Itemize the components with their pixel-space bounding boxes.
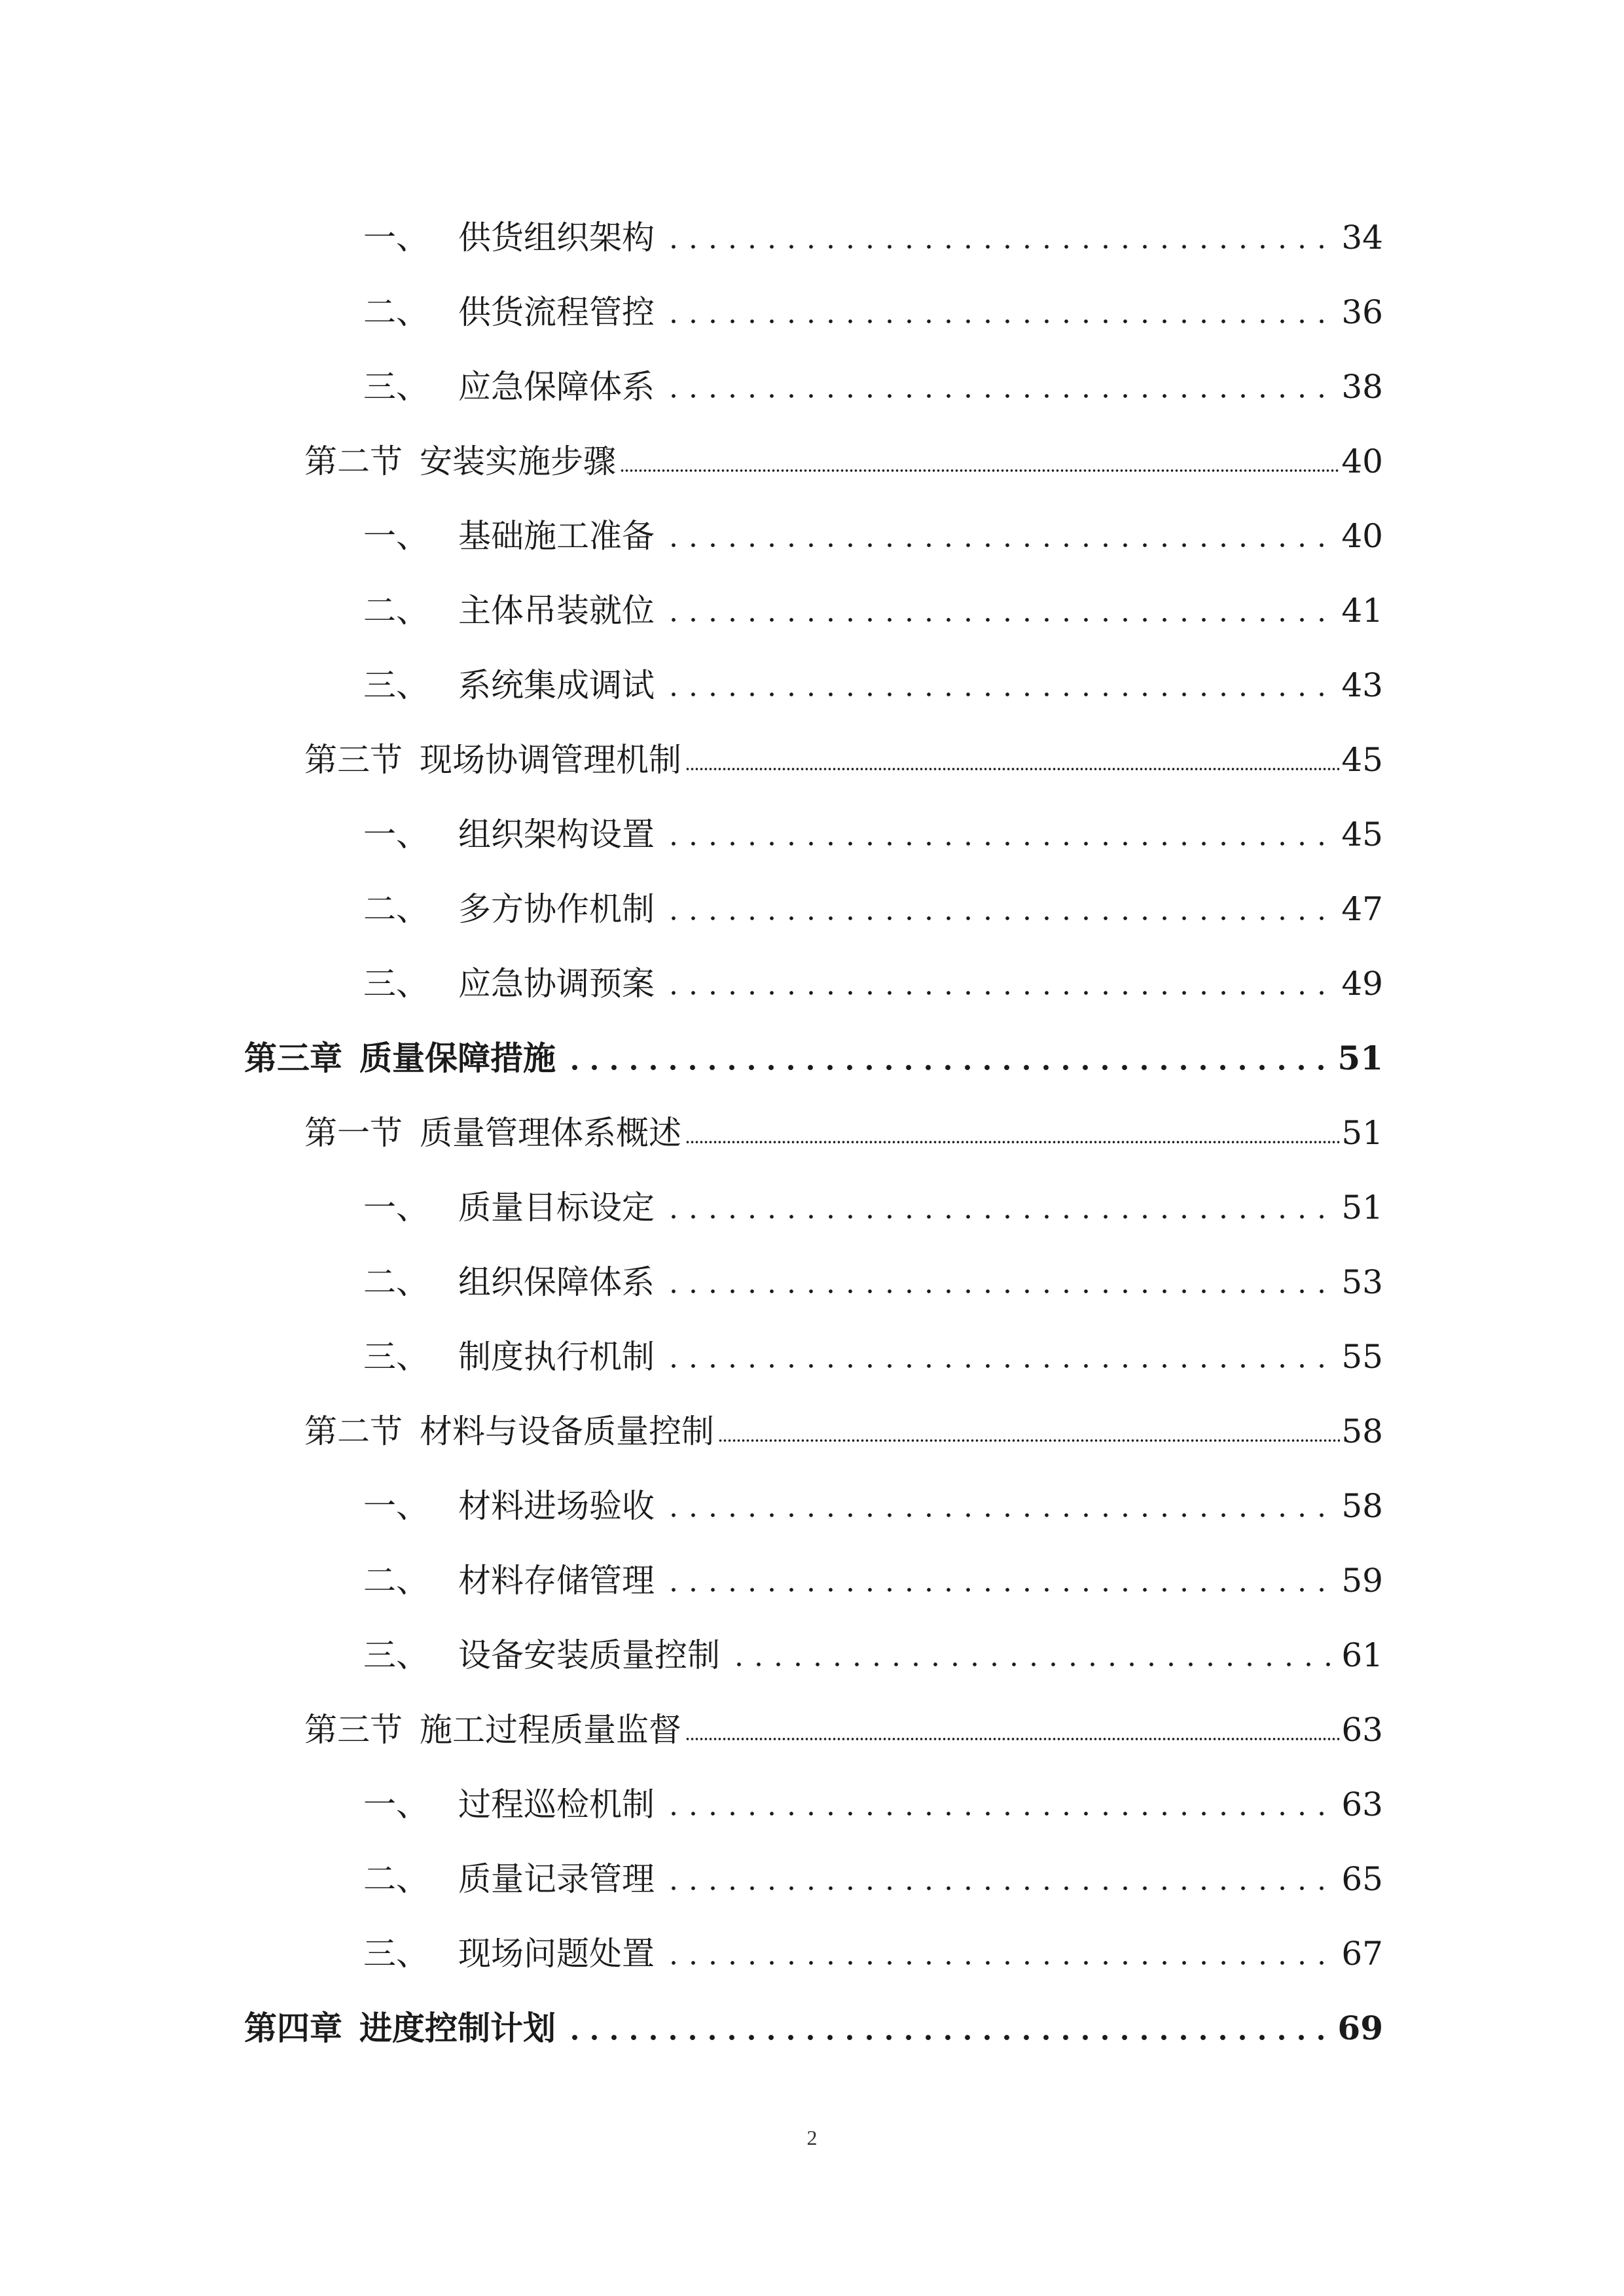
toc-entry-page: 58	[1341, 1487, 1383, 1525]
dot-leader	[664, 1363, 1333, 1369]
toc-entry-number: 二、	[363, 293, 429, 331]
toc-entry-number: 第三章	[244, 1039, 342, 1077]
toc-entry-page: 51	[1337, 1039, 1383, 1077]
dot-leader	[729, 1661, 1333, 1668]
toc-entry-title: 主体吊装就位	[458, 592, 655, 630]
dot-leader	[664, 691, 1333, 698]
toc-entry-number: 一、	[363, 816, 429, 853]
toc-entry-page: 65	[1341, 1860, 1383, 1898]
toc-entry-number: 三、	[363, 965, 429, 1003]
dot-leader	[664, 617, 1333, 623]
dot-leader	[664, 1587, 1333, 1593]
toc-entry-title: 设备安装质量控制	[458, 1636, 720, 1674]
toc-entry-number: 三、	[363, 1636, 429, 1674]
toc-entry[interactable]	[304, 412, 1383, 478]
toc-entry-number: 第三节	[304, 741, 403, 779]
dot-leader	[664, 1288, 1333, 1295]
toc-entry-number: 二、	[363, 1562, 429, 1600]
toc-entry-number: 第四章	[244, 2009, 342, 2047]
toc-entry-title: 质量保障措施	[359, 1039, 556, 1077]
toc-entry[interactable]	[363, 188, 1383, 257]
toc-entry[interactable]	[363, 1830, 1383, 1898]
dot-leader	[664, 1960, 1333, 1966]
toc-entry-title: 组织架构设置	[458, 816, 655, 853]
toc-entry[interactable]	[363, 562, 1383, 630]
toc-entry[interactable]	[304, 1084, 1383, 1152]
dot-leader	[565, 1064, 1329, 1071]
toc-entry-title: 基础施工准备	[458, 517, 655, 555]
dot-leader	[664, 542, 1333, 548]
toc-entry[interactable]	[304, 1382, 1383, 1448]
toc-entry-title: 材料存储管理	[458, 1562, 655, 1600]
toc-entry[interactable]	[363, 1755, 1383, 1821]
dot-leader	[685, 1139, 1340, 1145]
toc-entry-number: 三、	[363, 666, 429, 704]
dot-leader	[664, 1810, 1333, 1817]
toc-entry-page: 45	[1341, 741, 1383, 779]
toc-entry[interactable]	[363, 1233, 1383, 1299]
toc-entry-page: 63	[1341, 1785, 1383, 1823]
toc-entry[interactable]	[363, 263, 1383, 329]
toc-entry-number: 一、	[363, 1785, 429, 1823]
toc-entry-number: 第二节	[304, 442, 403, 480]
toc-entry-page: 49	[1341, 965, 1383, 1003]
dot-leader	[664, 990, 1333, 996]
toc-entry-title: 材料与设备质量控制	[420, 1412, 714, 1450]
toc-entry-number: 二、	[363, 592, 429, 630]
toc-entry-page: 59	[1341, 1562, 1383, 1600]
toc-entry-number: 一、	[363, 517, 429, 555]
dot-leader	[685, 766, 1340, 772]
toc-entry[interactable]	[363, 636, 1383, 702]
toc-entry[interactable]	[363, 1905, 1383, 1973]
toc-entry-page: 61	[1341, 1636, 1383, 1674]
toc-entry[interactable]	[304, 1681, 1383, 1749]
toc-entry-page: 67	[1341, 1935, 1383, 1973]
toc-entry[interactable]	[363, 1457, 1383, 1525]
toc-entry-number: 二、	[363, 1263, 429, 1301]
toc-entry[interactable]	[244, 1979, 1383, 2045]
dot-leader	[685, 1736, 1340, 1742]
toc-entry[interactable]	[363, 1606, 1383, 1672]
toc-entry-title: 系统集成调试	[458, 666, 655, 704]
toc-entry-title: 供货流程管控	[458, 293, 655, 331]
toc-entry-number: 第二节	[304, 1412, 403, 1450]
toc-entry-page: 55	[1341, 1338, 1383, 1376]
dot-leader	[664, 840, 1333, 847]
dot-leader	[718, 1437, 1340, 1444]
toc-entry-title: 应急保障体系	[458, 368, 655, 406]
toc-entry-page: 36	[1341, 293, 1383, 331]
toc-entry-title: 质量目标设定	[458, 1189, 655, 1227]
toc-entry[interactable]	[363, 935, 1383, 1003]
toc-entry-page: 43	[1341, 666, 1383, 704]
toc-entry-page: 34	[1341, 219, 1383, 257]
toc-entry-number: 一、	[363, 1189, 429, 1227]
toc-entry-number: 二、	[363, 1860, 429, 1898]
toc-entry-number: 第三节	[304, 1711, 403, 1749]
toc-entry-number: 三、	[363, 1338, 429, 1376]
toc-entry-page: 40	[1341, 442, 1383, 480]
toc-entry-number: 一、	[363, 1487, 429, 1525]
dot-leader	[664, 243, 1333, 250]
toc-entry-page: 53	[1341, 1263, 1383, 1301]
toc-entry-title: 多方协作机制	[458, 890, 655, 928]
toc-entry[interactable]	[363, 860, 1383, 928]
toc-entry-page: 51	[1341, 1189, 1383, 1227]
toc-entry-title: 质量管理体系概述	[420, 1114, 681, 1152]
toc-entry[interactable]	[363, 1158, 1383, 1227]
toc-entry[interactable]	[244, 1009, 1383, 1075]
toc-entry[interactable]	[363, 487, 1383, 555]
toc-entry-number: 一、	[363, 219, 429, 257]
toc-entry-page: 38	[1341, 368, 1383, 406]
toc-entry-number: 二、	[363, 890, 429, 928]
toc-entry-title: 现场问题处置	[458, 1935, 655, 1973]
toc-entry-page: 41	[1341, 592, 1383, 630]
toc-entry-page: 63	[1341, 1711, 1383, 1749]
toc-entry-title: 现场协调管理机制	[420, 741, 681, 779]
dot-leader	[664, 1213, 1333, 1220]
toc-entry-title: 应急协调预案	[458, 965, 655, 1003]
dot-leader	[664, 393, 1333, 399]
toc-entry-title: 质量记录管理	[458, 1860, 655, 1898]
toc-entry-page: 40	[1341, 517, 1383, 555]
toc-entry[interactable]	[363, 338, 1383, 406]
toc-entry-title: 进度控制计划	[359, 2009, 556, 2047]
toc-entry-title: 施工过程质量监督	[420, 1711, 681, 1749]
toc-entry-number: 三、	[363, 368, 429, 406]
toc-entry-number: 第一节	[304, 1114, 403, 1152]
dot-leader	[620, 467, 1340, 474]
toc-entry-page: 51	[1341, 1114, 1383, 1152]
toc-entry-title: 组织保障体系	[458, 1263, 655, 1301]
dot-leader	[565, 2034, 1329, 2041]
toc-entry-page: 69	[1337, 2009, 1383, 2047]
toc-entry[interactable]	[363, 1308, 1383, 1376]
toc-entry-number: 三、	[363, 1935, 429, 1973]
dot-leader	[664, 1885, 1333, 1892]
page-number: 2	[806, 2126, 818, 2149]
toc-entry[interactable]	[363, 785, 1383, 851]
toc-entry-page: 47	[1341, 890, 1383, 928]
toc-entry-page: 58	[1341, 1412, 1383, 1450]
toc-entry-title: 过程巡检机制	[458, 1785, 655, 1823]
toc-entry-title: 安装实施步骤	[420, 442, 616, 480]
dot-leader	[664, 318, 1333, 325]
toc-entry-title: 供货组织架构	[458, 219, 655, 257]
toc-entry[interactable]	[363, 1532, 1383, 1600]
dot-leader	[664, 915, 1333, 922]
toc-entry-page: 45	[1341, 816, 1383, 853]
toc-entry-title: 材料进场验收	[458, 1487, 655, 1525]
toc-entry-title: 制度执行机制	[458, 1338, 655, 1376]
dot-leader	[664, 1512, 1333, 1518]
toc-entry[interactable]	[304, 711, 1383, 779]
